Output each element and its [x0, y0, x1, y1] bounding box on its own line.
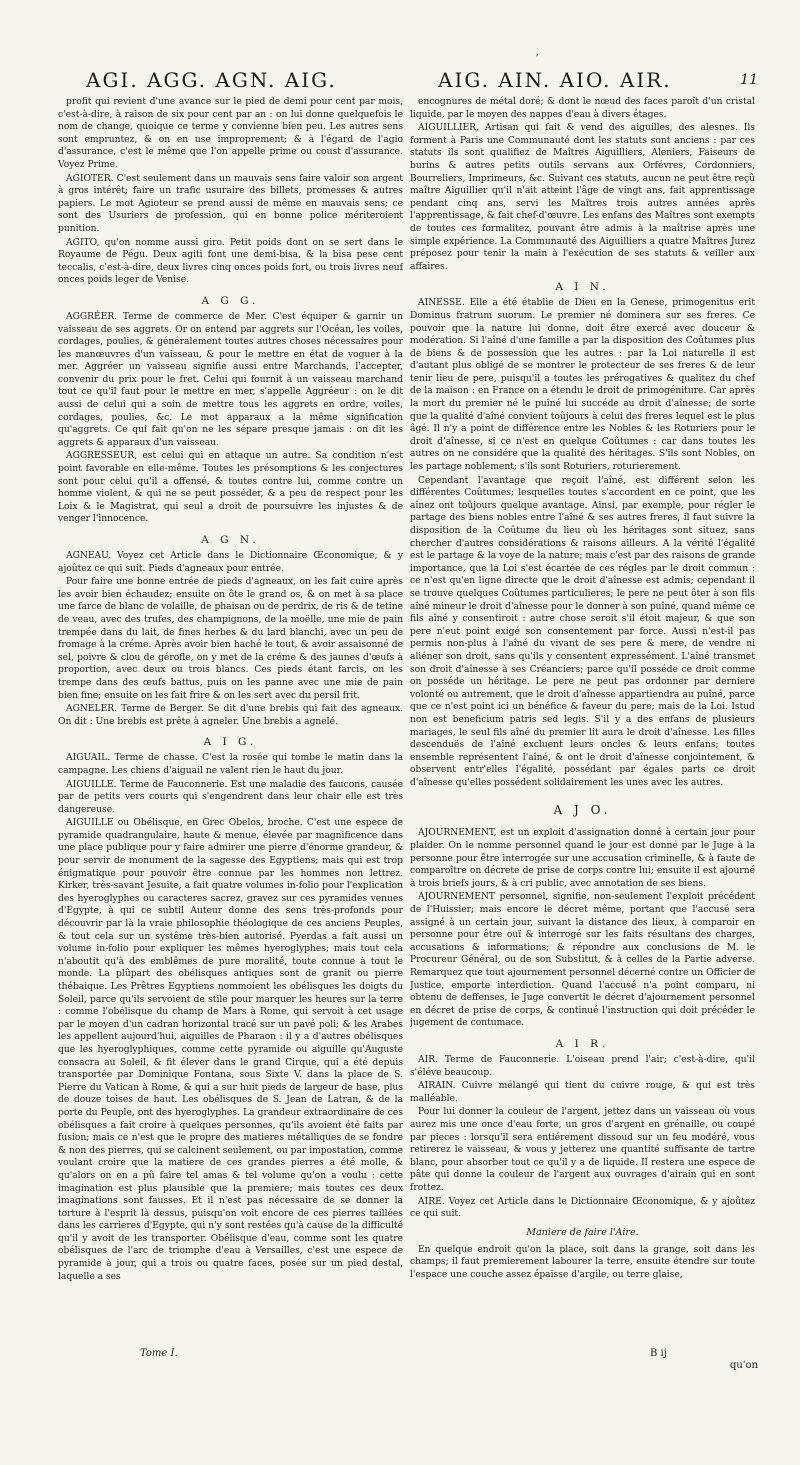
dictionary-entry: Pour lui donner la couleur de l'argent, jettez dans un vaisseau où vous aurez mis une once d'eau forte, un gros d'argent en grénaille, ou coupé par pieces : lorsqu'il sera entiérement dissoud sur un feu modéré, vous retirerez le vaisseau, & vous y jetterez une quantité suffisante de tartre blanc, pour absorber tout ce qu'il y a de liquide. Il restera une espece de pâte qui donne la couleur de l'argent aux ouvrages d'airain qui en sont frottez.: [410, 1107, 755, 1193]
dictionary-entry: Pour faire une bonne entrée de pieds d'agneaux, on les fait cuire après les avoir bien échaudez; ensuite on ôte le grand os, & on met à sa place une farce de blanc de volaille, de phaisan ou de perdrix, de ris & de tetine de veau, avec des trufes, des champignons, de la moëlle, une mie de pain trempée dans du lait, de fines herbes & du lard blanchi, avec un peu de fromage à la créme. Après avoir bien haché le tout, & avoir assaisonné de sel, poivre & clou de gérofle, on y met de la créme & des jaunes d'œufs à proportion, avec deux ou trois blancs. Ces pieds étant farcis, on les trempe dans des œufs battus, puis on les panne avec une mie de pain bien fine; ensuite on les fait frire & on les sert avec du persil frit.: [58, 577, 403, 701]
dictionary-entry: AIR. Terme de Fauconnerie. L'oiseau prend l'air; c'est-à-dire, qu'il s'éléve beaucoup.: [410, 1054, 755, 1078]
left-column: [58, 96, 403, 1375]
right-column: [410, 96, 755, 1375]
dictionary-entry: AIGUAIL. Terme de chasse. C'est la rosée qui tombe le matin dans la campagne. Les chiens d'aiguail ne valent rien le haut du jour.: [58, 753, 403, 776]
running-header: [58, 68, 758, 98]
tome-label: Tome I.: [140, 1348, 178, 1359]
dictionary-entry: AJOURNEMENT, est un exploit d'assignation donné à certain jour pour plaider. On le nomme personnel quand le jour est donné par le Juge à la personne pour être interrogée sur une accusation criminelle, & à faute de comparoître on décrete de prise de corps contre lui; ensuite il est ajourné à trois briefs jours, & à cri public, avec annotation de ses biens.: [410, 828, 755, 889]
section-heading: A I N.: [555, 281, 610, 294]
dictionary-entry: AIGUILLE. Terme de Fauconnerie. Est une maladie des faucons, causée par de petits vers courts qui s'engendrent dans leur chair elle est très dangereuse.: [58, 779, 403, 815]
dictionary-entry: AIRE. Voyez cet Article dans le Dictionnaire Œconomique, & y ajoûtez ce qui suit.: [410, 1196, 755, 1220]
page-mark: ,: [536, 48, 539, 58]
section-heading: A G N.: [201, 534, 260, 546]
dictionary-entry: AGGRÉER. Terme de commerce de Mer. C'est équiper & garnir un vaisseau de ses aggrets. Or on entend par aggrets sur l'Océan, les voiles, cordages, poulies, & généralement toutes autres choses nécessaires pour les manœuvres d'un vaisseau, & pour le mettre en état de voguer à la mer. Aggréer un vaisseau signifie aussi entre Marchands, l'accepter, convenir du prix pour le fret. Celui qui fournit à un vaisseau marchand tout ce qu'il faut pour le mettre en mer, s'appelle Aggréeur : on le dit aussi de celui qui a soin de mettre tous les aggrets en ordre, voiles, cordages, poulies, &c. Le mot apparaux a la même signification qu'aggrets. Ce qui fait qu'on ne les sépare presque jamais : on dit les aggrets & apparaux d'un vaisseau.: [58, 311, 403, 448]
header-right: AIG. AIN. AIO. AIR.: [438, 68, 672, 92]
dictionary-entry: AGGRESSEUR, est celui qui en attaque un autre. Sa condition n'est point favorable en elle-même. Toutes les présomptions & les conjectures sont pour celui qu'il a offensé, & toutes contre lui, comme contre un homme violent, & qui ne se peut posséder, & a peu de respect pour les Loix & le Magistrat, qui seul a droit de poursuivre les injustes & de venger l'innocence.: [58, 451, 403, 525]
dictionary-entry: AGIOTER. C'est seulement dans un mauvais sens faire valoir son argent à gros intérêt; faire un trafic usuraire des billets, promesses & autres papiers. Le mot Agioteur se prend aussi de même en mauvais sens; ce sont des Usuriers de profession, qui en bonne police mériteroient punition.: [58, 173, 403, 234]
dictionary-entry: AGITO, qu'on nomme aussi giro. Petit poids dont on se sert dans le Royaume de Pégu. Deux agiti font une demi-bisa, & la bisa pese cent teccalis, c'est-à-dire, deux livres cinq onces poids fort, ou trois livres neuf onces poids leger de Venise.: [58, 237, 403, 286]
signature-mark: B ij: [650, 1348, 667, 1359]
section-heading: A I R.: [555, 1037, 610, 1050]
dictionary-entry: AJOURNEMENT personnel, signifie, non-seulement l'exploit précédent de l'Huissier; mais encore le décret même, portant que l'accusé sera assigné à un certain jour, suivant la distance des lieux, à comparoir en personne pour être ouï & interrogé sur les faits résultans des charges, accusations & informations; & répondre aux conclusions de M. le Procureur Général, ou de son Substitut, & à celles de la Partie adverse. Remarquez que tout ajournement personnel décerné contre un Officier de Justice, emporte interdiction. Quand l'accusé n'a point comparu, ni obtenu de deffenses, le Juge convertit le décret d'ajournement personnel en décret de prise de corps, & continué l'instruction qui doit précéder le jugement de contumace.: [410, 892, 755, 1029]
dictionary-entry: profit qui revient d'une avance sur le pied de demi pour cent par mois, c'est-à-dire, à raison de six pour cent par an : on lui donne quelquefois le nom de change, quoique ce terme y convienne bien peu. Les autres sens sont empruntez, & on en use improprement; & à l'égard de l'agio d'assurance, c'est le même que l'on appelle prime ou coust d'assurance. Voyez Prime.: [58, 97, 403, 170]
header-left: AGI. AGG. AGN. AIG.: [86, 68, 337, 92]
dictionary-entry: En quelque endroit qu'on la place, soit dans la grange, soit dans les champs; il faut premierement labourer la terre, ensuite étendre sur toute l'espace une couche assez épaisse d'argile, ou terre glaise,: [410, 1244, 755, 1280]
dictionary-entry: AINESSE. Elle a été établie de Dieu en la Genese, primogenitus erit Dominus fratrum suorum. Le premier né dominera sur ses freres. Ce pouvoir que la nature lui donne, doit être exercé avec douceur & modération. Si l'aîné d'une famille a par la disposition des Coûtumes plus de biens & de possession que les autres : par la Loi naturelle il est d'autant plus obligé de se montrer le protecteur de ses freres & de leur tenir lieu de pere, puisqu'il a toutes les prérogatives & qualitez du chef de la maison : en France on a étendu le droit de primogéniture. Car après la mort du premier né le puîné lui succéde au droit d'aînesse; de sorte que la qualité d'aîné convient toûjours à celui des freres lequel est le plus âgé. Il n'y a point de différence entre les Nobles & les Roturiers pour le droit d'aînesse, si ce n'est en quelque Coûtumes : car dans toutes les autres on ne considére que la qualité des héritages. S'ils sont Nobles, on les partage noblement; s'ils sont Roturiers, roturierement.: [410, 298, 755, 473]
catchword: qu'on: [729, 1360, 758, 1371]
section-heading: A I G.: [203, 736, 258, 749]
section-heading: A J O.: [553, 803, 612, 818]
dictionary-entry: AGNELER. Terme de Berger. Se dit d'une brebis qui fait des agneaux. On dit : Une brebis est prête à agneler. Une brebis a agnelé.: [58, 704, 403, 727]
dictionary-entry: AGNEAU. Voyez cet Article dans le Dictionnaire Œconomique, & y ajoûtez ce qui suit. Pieds d'agneaux pour entrée.: [58, 551, 403, 574]
page-number: 11: [740, 72, 758, 88]
text-columns: [58, 96, 758, 1375]
dictionary-entry: AIRAIN. Cuivre mélangé qui tient du cuivre rouge, & qui est très malléable.: [410, 1081, 755, 1104]
subheading: Maniere de faire l'Aire.: [526, 1226, 639, 1238]
dictionary-entry: AIGUILLIER, Artisan qui fait & vend des aiguilles, des alesnes. Ils forment à Paris une Communauté dont les statuts sont anciens : par ces statuts ils sont qualifiez de Maîtres Aiguilliers, Aleniers, Faiseurs de burins & autres petits outils servans aux Orfévres, Cordonniers, Bourreliers, Imprimeurs, &c. Suivant ces statuts, aucun ne peut être reçû maître Aiguillier qu'il n'ait atteint l'âge de vingt ans, fait apprentissage pendant cinq ans, servi les Maîtres trois autres années après l'apprentissage, & fait chef-d'œuvre. Les enfans des Maîtres sont exempts de toutes ces formalitez, pouvant être admis à la maîtrise après une simple expérience. La Communauté des Aiguilliers a quatre Maîtres Jurez préposez pour tenir la main à l'exécution de ses statuts & veiller aux affaires.: [410, 123, 755, 272]
dictionary-entry: Cependant l'avantage que reçoit l'aîné, est différent selon les différentes Coûtumes; lesquelles toutes s'accordent en ce point, que les aînez ont toûjours quelque avantage. Ainsi, par exemple, pour régler le partage des biens nobles entre l'aîné & ses autres freres, il faut suivre la disposition de la Coûtume du lieu où les héritages sont situez, sans chercher d'autres considérations & raisons ailleurs. A la vérité l'égalité est le partage & la voye de la nature; mais c'est par des raisons de grande importance, que la Loi s'est écartée de ces régles par le droit commun : ce n'est qu'en ligne directe que le droit d'aînesse est admis; cependant il se trouve quelques Coûtumes particulieres; le pere ne peut ôter à son fils aîné mineur le droit d'aînesse pour le donner à son puîné, quand même ce fils aîné y consentiroit : autre chose seroit s'il étoit majeur, & que son pere n'eut point exigé son consentement par force. Aussi n'est-il pas permis non-plus à l'aîné du vivant de ses pere & mere, de vendre ni aliéner son droit, sans qu'ils y consentent expressément. L'aîné transmet son droit d'aînesse à ses Créanciers; parce qu'il posséde ce droit comme on posséde un héritage. Le pere ne peut pas ordonner par derniere volonté ou autrement, que le droit d'aînesse appartiendra au puîné, parce que ce n'est point ici un bénéfice & faveur du pere; mais de la Loi. Istud non est beneficium patris sed legis. S'il y a des enfans de plusieurs mariages, le seul fils aîné du premier lit aura le droit d'aînesse. Les filles descenduës de l'aîné excluent leurs oncles & leurs enfans; toutes ensemble représentent l'aîné, & ont le droit d'aînesse conjointement, & observent entr'elles l'égalité, possédant par égales parts ce droit d'aînesse qu'elles possédent solidairement les unes avec les autres.: [410, 475, 755, 788]
dictionary-entry: encognures de métal doré; & dont le nœud des faces paroît d'un cristal liquide, par le moyen des nappes d'eau à divers étages.: [410, 97, 755, 120]
section-heading: A G G.: [201, 294, 260, 307]
dictionary-entry: AIGUILLE ou Obélisque, en Grec Obelos, broche. C'est une espece de pyramide quadrangulaire, haute & menue, élevée par magnificence dans une place publique pour y faire admirer une pierre d'énorme grandeur, & pour servir de monument de la sagesse des Egyptiens; mais qui est trop énigmatique pour pouvoir être connue par les hommes non lettrez. Kirker, très-savant Jesuite, a fait quatre volumes in-folio pour l'explication des hyeroglyphes ou caracteres sacrez, gravez sur ces pyramides venues d'Egypte, à qui ce subtil Auteur donne des sens très-profonds pour découvrir par là la vraie philosophie théologique de ces anciens Peuples, & tout cela sur un systême très-bien autorisé. Pyerdas a fait aussi un volume in-folio pour expliquer les mêmes hyeroglyphes; mais tout cela n'aboutit qu'à des emblêmes de pure moralité, toute connue à tout le monde. La plûpart des obélisques antiques sont de granit ou pierre thébaique. Les Prêtres Egyptiens nommoient les obélisques les doigts du Soleil, parce qu'ils servoient de stile pour marquer les heures sur la terre : comme l'obélisque du champ de Mars à Rome, qui servoit à cet usage par le moyen d'un cadran horizontal tracé sur un pavé poli; & les Arabes les appellent aujourd'hui, aiguilles de Pharaon : il y a d'autres obélisques que les hyeroglyphiques, comme cette pyramide ou aiguille qu'Auguste consacra au Soleil, & fit élever dans le grand Cirque, qui a été depuis transportée par Dominique Fontana, sous Sixte V. dans la place de S. Pierre du Vatican à Rome, & qui a sur huit pieds de largeur de base, plus de douze toises de haut. Les obélisques de S. Jean de Latran, & de la porte du Peuple, ont des hyeroglyphes. La grandeur extraordinaire de ces obélisques a fait croire à quelques personnes, qu'ils avoient été faits par fusion; mais ce n'est que le propre des matieres métalliques de se fondre & non des pierres, qui se calcinent seulement, ou par impostation, comme voulant croire que la matiere de ces grandes pierres a été molle, & qu'alors on en a pû faire tel amas & tel volume qu'on a voulu : cette imagination est plus plausible que la premiere; mais toutes ces deux imaginations sont fausses. Et il n'est pas nécessaire de se donner la torture à l'esprit là dessus, puisqu'on voit encore de ces pierres taillées dans les carrieres d'Egypte, qui n'y sont restées qu'à cause de la difficulté qu'il y avoit de les transporter. Obélisque d'eau, comme sont les quatre obélisques de l'arc de triomphe d'eau à Versailles, c'est une espece de pyramide à jour, qui a trois ou quatre faces, posée sur un pied destal, laquelle a ses: [58, 818, 403, 1282]
